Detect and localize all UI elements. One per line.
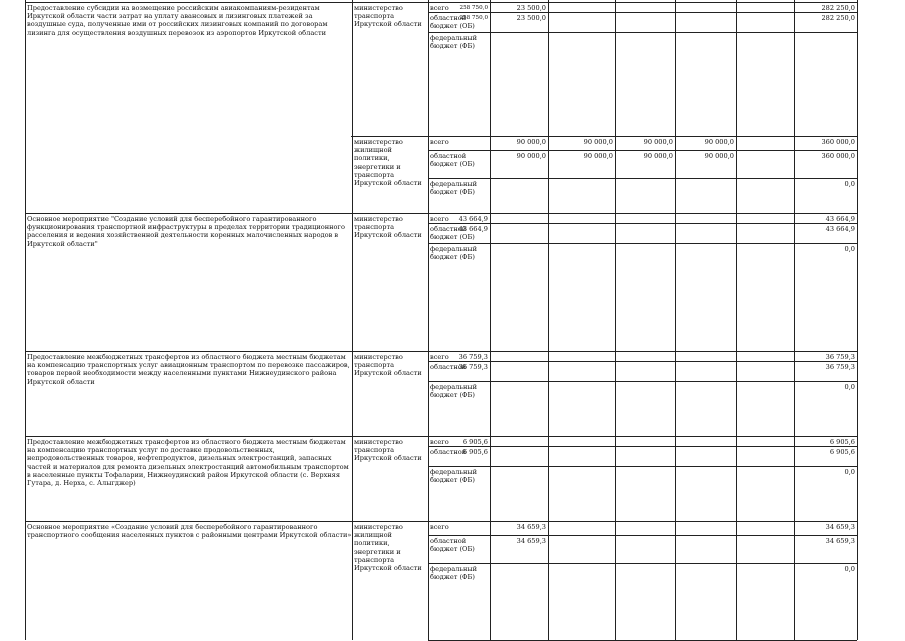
grid-line <box>428 0 429 640</box>
amount-cell: 360 000,0 <box>821 151 855 160</box>
responsible-executor: министерство жилищной политики, энергетики и транспорта Иркутской области <box>354 138 422 188</box>
grid-line <box>428 563 857 564</box>
amount-cell: 90 000,0 <box>516 137 546 146</box>
funding-source: всего <box>430 3 449 12</box>
grid-line <box>428 446 857 447</box>
funding-source: федеральный бюджет (ФБ) <box>430 33 477 50</box>
amount-cell: 36 759,3 <box>825 362 855 371</box>
amount-cell: 6 905,6 <box>829 447 855 456</box>
grid-line <box>352 0 353 640</box>
amount-cell: 90 000,0 <box>704 137 734 146</box>
funding-source: федеральный бюджет (ФБ) <box>430 179 477 196</box>
funding-source: областной бюджет (ОБ) <box>430 536 475 553</box>
grid-line <box>428 12 857 13</box>
amount-cell: 258 750,0 <box>459 14 488 21</box>
grid-line <box>428 178 857 179</box>
cell-merge <box>26 133 351 139</box>
activity-description: Основное мероприятие «Создание условий для бесперебойного гарантированного транспортного сообщения населенных пунктов с районными центрами Иркутской области» <box>27 523 352 540</box>
amount-cell: 36 759,3 <box>825 352 855 361</box>
amount-cell: 6 905,6 <box>462 447 488 456</box>
funding-source: федеральный бюджет (ФБ) <box>430 467 477 484</box>
funding-source: федеральный бюджет (ФБ) <box>430 382 477 399</box>
amount-cell: 36 759,3 <box>458 362 488 371</box>
responsible-executor: министерство транспорта Иркутской области <box>354 438 422 463</box>
amount-cell: 282 250,0 <box>821 3 855 12</box>
funding-source: всего <box>430 522 449 531</box>
amount-cell: 258 750,0 <box>459 4 488 11</box>
responsible-executor: министерство транспорта Иркутской области <box>354 215 422 240</box>
amount-cell: 0,0 <box>844 564 855 573</box>
amount-cell: 0,0 <box>844 382 855 391</box>
amount-cell: 282 250,0 <box>821 13 855 22</box>
grid-line <box>428 436 857 437</box>
grid-line <box>428 243 857 244</box>
grid-line <box>428 136 857 137</box>
funding-source: всего <box>430 214 449 223</box>
amount-cell: 34 659,3 <box>516 536 546 545</box>
grid-line <box>428 521 857 522</box>
amount-cell: 90 000,0 <box>583 137 613 146</box>
amount-cell: 0,0 <box>844 467 855 476</box>
amount-cell: 90 000,0 <box>583 151 613 160</box>
grid-line <box>857 0 858 640</box>
amount-cell: 43 664,9 <box>825 224 855 233</box>
amount-cell: 34 659,3 <box>825 522 855 531</box>
grid-line <box>736 0 737 640</box>
amount-cell: 90 000,0 <box>643 137 673 146</box>
funding-source: федеральный бюджет (ФБ) <box>430 244 477 261</box>
funding-source: всего <box>430 137 449 146</box>
amount-cell: 34 659,3 <box>516 522 546 531</box>
funding-source: областной бюджет (ОБ) <box>430 151 475 168</box>
grid-line <box>615 0 616 640</box>
activity-description: Основное мероприятие "Создание условий для бесперебойного гарантированного функционирования транспортной инфраструктуры в пределах территории традиционного расселения и ведения хозяйственной деятельности коренных малочисленных народов в Иркутской области" <box>27 215 345 248</box>
funding-source: всего <box>430 352 449 361</box>
grid-line <box>25 0 26 640</box>
grid-line <box>794 0 795 640</box>
grid-line <box>428 223 857 224</box>
funding-source: всего <box>430 437 449 446</box>
amount-cell: 43 664,9 <box>458 214 488 223</box>
amount-cell: 6 905,6 <box>829 437 855 446</box>
grid-line <box>428 361 857 362</box>
funding-source: областной <box>430 447 467 456</box>
amount-cell: 23 500,0 <box>516 3 546 12</box>
funding-source: областной <box>430 362 467 371</box>
activity-description: Предоставление межбюджетных трансфертов из областного бюджета местным бюджетам на компенсацию транспортных услуг авиационным транспортом по перевозке пассажиров, товаров первой необходимости между населенными пунктами Нижнеудинского района Иркутской области <box>27 353 350 386</box>
grid-line <box>428 32 857 33</box>
amount-cell: 23 500,0 <box>516 13 546 22</box>
activity-description: Предоставление межбюджетных трансфертов из областного бюджета местным бюджетам на компенсацию транспортных услуг по доставке продовольственных, непродовольственных товаров, нефтепродуктов, дизельных электростанций, запасных частей и материалов для ремонта дизельных электростанций автомобильным транспортом в населенные пункты Тофаларии, Нижнеудинский район Иркутской области (с. Верхняя Гутара, д. Нерха, с. Алыгджер) <box>27 438 349 488</box>
grid-line <box>428 213 857 214</box>
grid-line <box>428 150 857 151</box>
amount-cell: 90 000,0 <box>704 151 734 160</box>
amount-cell: 90 000,0 <box>516 151 546 160</box>
funding-source: федеральный бюджет (ФБ) <box>430 564 477 581</box>
grid-line <box>428 351 857 352</box>
grid-line <box>490 0 491 640</box>
responsible-executor: министерство транспорта Иркутской области <box>354 353 422 378</box>
amount-cell: 6 905,6 <box>462 437 488 446</box>
grid-line <box>675 0 676 640</box>
grid-line <box>428 466 857 467</box>
grid-line <box>428 535 857 536</box>
amount-cell: 43 664,9 <box>825 214 855 223</box>
activity-description: Предоставление субсидии на возмещение российским авиакомпаниям-резидентам Иркутской области части затрат на уплату авансовых и лизинговых платежей за воздушные суда, полученные ими от российских лизинговых компаний по договорам лизинга для осуществления воздушных перевозок из аэропортов Иркутской области <box>27 4 328 37</box>
responsible-executor: министерство транспорта Иркутской области <box>354 4 422 29</box>
funding-source: областной бюджет (ОБ) <box>430 224 475 241</box>
grid-line <box>548 0 549 640</box>
amount-cell: 90 000,0 <box>643 151 673 160</box>
amount-cell: 36 759,3 <box>458 352 488 361</box>
amount-cell: 43 664,9 <box>458 224 488 233</box>
responsible-executor: министерство жилищной политики, энергетики и транспорта Иркутской области <box>354 523 422 573</box>
amount-cell: 34 659,3 <box>825 536 855 545</box>
amount-cell: 0,0 <box>844 244 855 253</box>
grid-line <box>428 381 857 382</box>
amount-cell: 360 000,0 <box>821 137 855 146</box>
amount-cell: 0,0 <box>844 179 855 188</box>
funding-source: областной бюджет (ОБ) <box>430 13 475 30</box>
